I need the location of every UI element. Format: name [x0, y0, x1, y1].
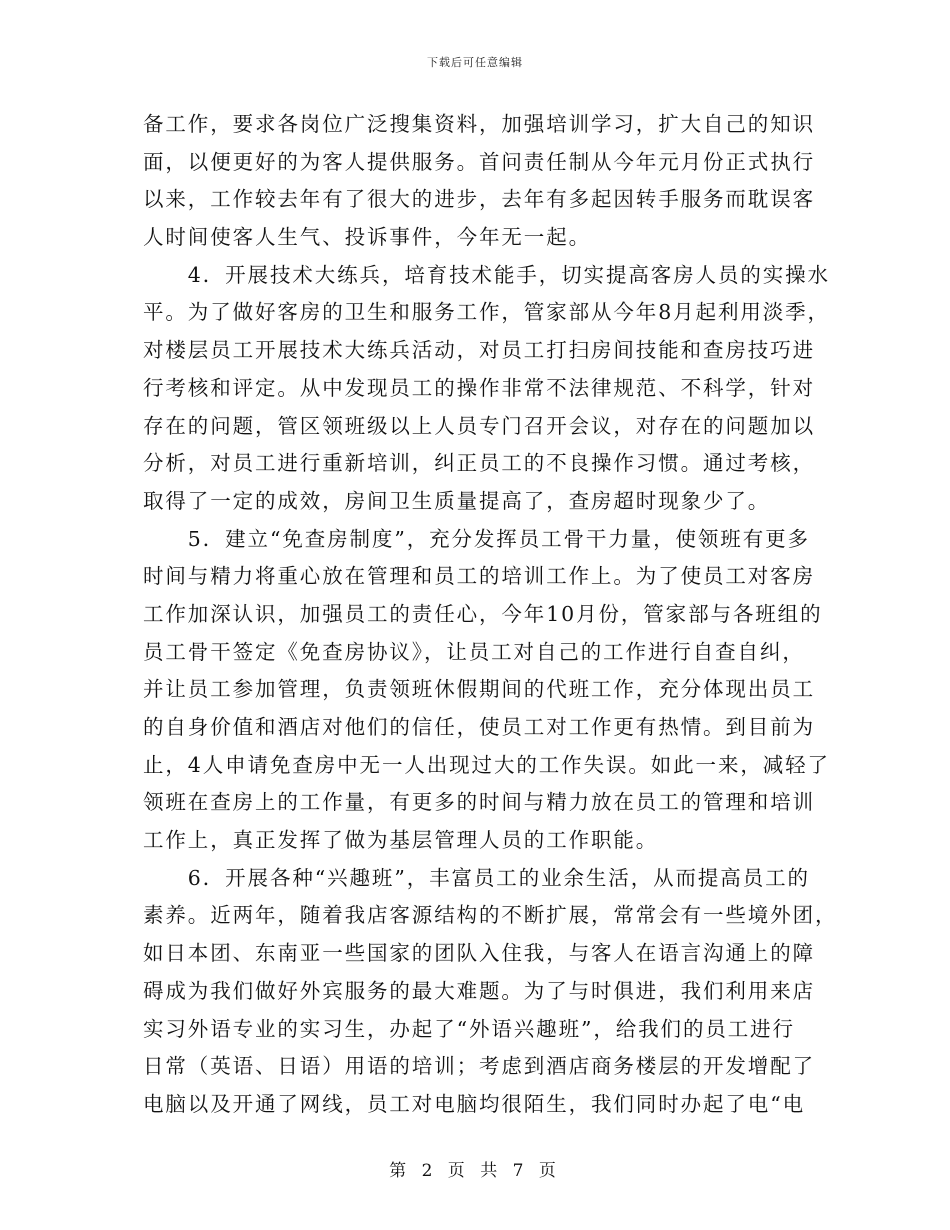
text-line: 素养。近两年，随着我店客源结构的不断扩展，常常会有一些境外团，	[143, 903, 838, 928]
text-line: 工作加深认识，加强员工的责任心，今年10月份，管家部与各班组的	[143, 601, 823, 626]
text-line: 工作上，真正发挥了做为基层管理人员的工作职能。	[143, 828, 659, 853]
text-line: 以来，工作较去年有了很大的进步，去年有多起因转手服务而耽误客	[143, 187, 815, 212]
text-line: 行考核和评定。从中发现员工的操作非常不法律规范、不科学，针对	[143, 375, 815, 400]
text-line: 时间与精力将重心放在管理和员工的培训工作上。为了使员工对客房	[143, 564, 815, 589]
text-line: 4．开展技术大练兵，培育技术能手，切实提高客房人员的实操水	[143, 262, 830, 287]
text-line: 面，以便更好的为客人提供服务。首问责任制从今年元月份正式执行	[143, 149, 815, 174]
text-line: 并让员工参加管理，负责领班休假期间的代班工作，充分体现出员工	[143, 677, 815, 702]
text-line: 的自身价值和酒店对他们的信任，使员工对工作更有热情。到目前为	[143, 715, 815, 739]
text-line: 存在的问题，管区领班级以上人员专门召开会议，对存在的问题加以	[143, 413, 815, 438]
page-footer: 第 2 页 共 7 页	[389, 1161, 561, 1181]
text-line: 领班在查房上的工作量，有更多的时间与精力放在员工的管理和培训	[143, 790, 815, 815]
text-line: 平。为了做好客房的卫生和服务工作，管家部从今年8月起利用淡季，	[143, 300, 830, 325]
text-line: 实习外语专业的实习生，办起了“外语兴趣班”，给我们的员工进行	[143, 1016, 795, 1041]
text-line: 如日本团、东南亚一些国家的团队入住我，与客人在语言沟通上的障	[143, 941, 815, 966]
text-line: 5．建立“免查房制度”，充分发挥员工骨干力量，使领班有更多	[143, 526, 810, 551]
text-line: 6．开展各种“兴趣班”，丰富员工的业余生活，从而提高员工的	[143, 865, 810, 890]
text-line: 日常（英语、日语）用语的培训；考虑到酒店商务楼层的开发增配了	[143, 1054, 815, 1079]
text-line: 碍成为我们做好外宾服务的最大难题。为了与时俱进，我们利用来店	[143, 978, 815, 1003]
page-header: 下载后可任意编辑	[427, 56, 523, 69]
text-line: 分析，对员工进行重新培训，纠正员工的不良操作习惯。通过考核，	[143, 451, 815, 476]
text-line: 员工骨干签定《免查房协议》，让员工对自己的工作进行自查自纠，	[143, 639, 805, 664]
text-line: 备工作，要求各岗位广泛搜集资料，加强培训学习，扩大自己的知识	[143, 112, 815, 136]
text-line: 电脑以及开通了网线，员工对电脑均很陌生，我们同时办起了电“电	[143, 1091, 805, 1116]
text-line: 止，4人申请免查房中无一人出现过大的工作失误。如此一来，减轻了	[143, 752, 830, 777]
text-line: 取得了一定的成效，房间卫生质量提高了，查房超时现象少了。	[143, 488, 771, 513]
text-line: 人时间使客人生气、投诉事件，今年无一起。	[143, 225, 591, 250]
document-body	[143, 106, 838, 1124]
text-line: 对楼层员工开展技术大练兵活动，对员工打扫房间技能和查房技巧进	[143, 338, 815, 363]
